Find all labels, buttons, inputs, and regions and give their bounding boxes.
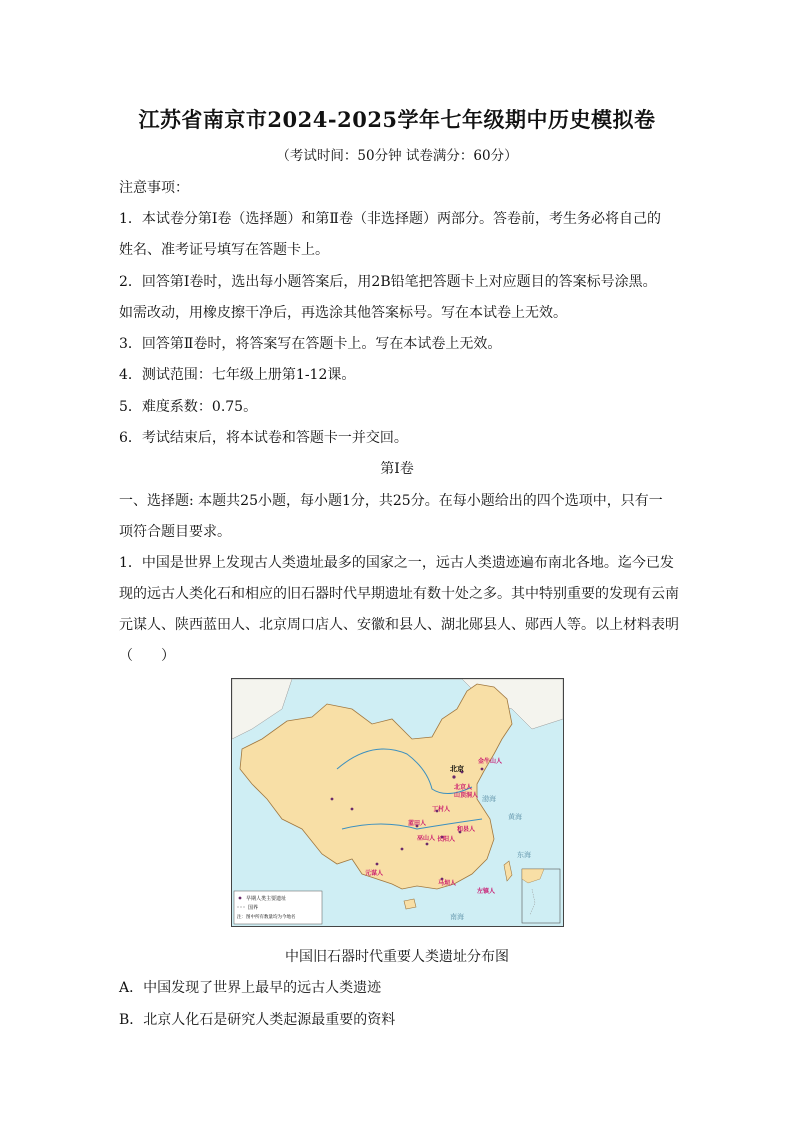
note-line: 姓名、准考证号填写在答题卡上。 [119, 242, 329, 258]
svg-text:注：图中所有数量均为今地名: 注：图中所有数量均为今地名 [237, 915, 296, 920]
site-label: 丁村人 [432, 806, 451, 813]
question-1-blank: （ ） [119, 648, 175, 664]
site-label: 和县人 [457, 826, 476, 833]
map-legend [234, 891, 322, 924]
site-dot [401, 848, 404, 851]
part-intro-line: 一、选择题: 本题共25小题，每小题1分，共25分。在每小题给出的四个选项中，只有一 [119, 493, 663, 509]
document-title: 江苏省南京市2024-2025学年七年级期中历史模拟卷 [138, 107, 656, 132]
site-label: 左镇人 [477, 888, 496, 895]
note-line: 5．难度系数：0.75。 [119, 399, 258, 415]
site-label: 北京人 [454, 784, 473, 791]
svg-text:国界: 国界 [248, 905, 259, 911]
part-intro-line: 项符合题目要求。 [119, 524, 231, 540]
site-label: 长阳人 [437, 836, 456, 843]
map-caption: 中国旧石器时代重要人类遗址分布图 [285, 949, 509, 965]
note-line: 如需改动，用橡皮擦干净后，再选涂其他答案标号。写在本试卷上无效。 [119, 305, 567, 321]
note-line: 6．考试结束后，将本试卷和答题卡一并交回。 [119, 430, 408, 446]
site-label: 蓝田人 [408, 820, 427, 827]
hainan-island [404, 899, 416, 909]
note-line: 3．回答第Ⅱ卷时，将答案写在答题卡上。写在本试卷上无效。 [119, 336, 502, 352]
sea-label: 黄海 [508, 813, 522, 821]
capital-label: 北京 [450, 765, 464, 773]
site-dot [481, 768, 484, 771]
paleolithic-sites-map [231, 678, 564, 927]
question-1-line: 元谋人、陕西蓝田人、北京周口店人、安徽和县人、湖北郧县人、郧西人等。以上材料表明 [119, 617, 679, 633]
site-dot [376, 863, 379, 866]
svg-text:早期人类主要遗址: 早期人类主要遗址 [246, 896, 287, 902]
question-1-line: 现的远古人类化石和相应的旧石器时代早期遗址有数十处之多。其中特别重要的发现有云南 [119, 586, 679, 602]
option-a[interactable]: A．中国发现了世界上最早的远古人类遗迹 [119, 980, 382, 996]
site-label: 巫山人 [417, 835, 436, 842]
site-label: 元谋人 [365, 870, 384, 877]
beijing-site-dot [452, 775, 455, 778]
site-dot [331, 798, 334, 801]
note-line: 4．测试范围：七年级上册第1-12课。 [119, 367, 356, 383]
notice-heading: 注意事项： [119, 180, 189, 196]
site-dot [351, 808, 354, 811]
site-label: 山顶洞人 [454, 792, 479, 799]
sea-label: 南海 [450, 913, 464, 921]
sea-label: 东海 [517, 851, 531, 859]
note-line: 2．回答第Ⅰ卷时，选出每小题答案后，用2B铅笔把答题卡上对应题目的答案标号涂黑。 [119, 274, 657, 290]
section-title: 第Ⅰ卷 [380, 461, 414, 477]
option-b[interactable]: B．北京人化石是研究人类起源最重要的资料 [119, 1012, 396, 1028]
question-1-line: 1．中国是世界上发现古人类遗址最多的国家之一，远古人类遗迹遍布南北各地。迄今已发 [119, 555, 674, 571]
site-label: 金牛山人 [478, 758, 503, 765]
exam-info: （考试时间：50分钟 试卷满分：60分） [276, 148, 518, 164]
south-sea-inset [522, 869, 560, 923]
site-label: 马坝人 [438, 880, 457, 887]
note-line: 1．本试卷分第Ⅰ卷（选择题）和第Ⅱ卷（非选择题）两部分。答卷前，考生务必将自己的 [119, 211, 661, 227]
site-dot [426, 843, 429, 846]
sea-label: 渤海 [482, 795, 496, 803]
